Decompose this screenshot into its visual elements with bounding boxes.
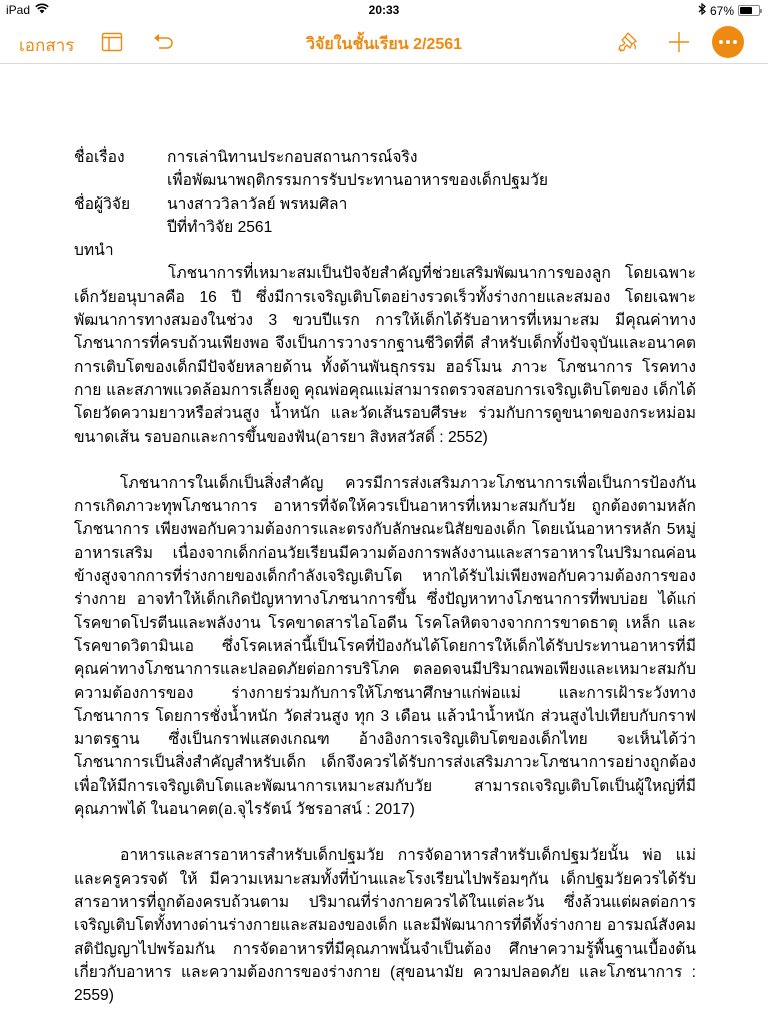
paragraph-2 <box>74 472 696 821</box>
title-value <box>167 146 696 193</box>
paragraph-1 <box>74 262 696 448</box>
more-icon-dot <box>719 40 723 44</box>
bluetooth-icon <box>698 3 706 18</box>
status-right <box>698 3 760 18</box>
status-bar <box>0 0 768 20</box>
paragraph-text: โภชนาการที่เหมาะสมเป็นปัจจัยสำคัญที่ช่วยเสริมพัฒนาการของลูก โดยเฉพาะเด็กวัยอนุบาลคือ 16 ปี ซึ่งมีการเจริญเติบโตอย่างรวดเร็วทั้งร่างกายและสมอง โดยเฉพาะพัฒนาการทางสมองในช่วง 3 ขวบปีแรก การให้เด็กได้รับอาหารที่เหมาะสม มีคุณค่าทางโภชนาการที่ครบถ้วนเพียงพอ จึงเป็นการวางรากฐานชีวิตที่ดี สำหรับเด็กทั้งปัจจุบันและอนาคต การเติบโตของเด็กมีปัจจัยหลายด้าน ทั้งด้านพันธุกรรม ฮอร์โมน ภาวะ โภชนาการ โรคทางกาย และสภาพแวดล้อมการเลี้ยงดู คุณพ่อคุณแม่สามารถตรวจสอบการเจริญเติบโตของ เด็กได้โดยวัดความยาวหรือส่วนสูง น้ำหนัก และวัดเส้นรอบศีรษะ ร่วมกับการดูขนาดของกระหม่อม ขนาดเส้น รอบอกและการขึ้นของฟัน(อารยา สิงหสวัสดิ์ : 2552) <box>74 265 696 446</box>
title-line-1: การเล่านิทานประกอบสถานการณ์จริง <box>167 149 418 166</box>
device-name: iPad <box>6 3 31 17</box>
paintbrush-icon[interactable] <box>616 30 640 54</box>
more-icon-dot <box>733 40 737 44</box>
researcher-value <box>167 193 696 240</box>
paragraph-spacer <box>74 449 696 472</box>
research-year: ปีที่ทำวิจัย 2561 <box>167 218 273 236</box>
documents-button[interactable]: เอกสาร <box>19 36 75 55</box>
plus-icon[interactable] <box>667 30 691 54</box>
researcher-name: นางสาววิลาวัลย์ พรหมศิลา <box>167 195 348 213</box>
battery-fill <box>740 7 752 14</box>
paragraph-spacer <box>74 821 696 844</box>
title-label: ชื่อเรื่อง <box>74 149 125 166</box>
battery-icon <box>738 5 760 16</box>
title-row <box>74 146 696 193</box>
document-page[interactable] <box>74 146 696 1007</box>
paragraph-3 <box>74 844 696 1007</box>
undo-icon[interactable] <box>151 30 175 54</box>
battery-percent: 67% <box>709 3 734 18</box>
more-button[interactable] <box>712 26 744 58</box>
title-line-2: เพื่อพัฒนาพฤติกรรมการรับประทานอาหารของเด็กปฐมวัย <box>167 172 549 190</box>
sidebar-icon[interactable] <box>100 30 124 54</box>
paragraph-text: โภชนาการในเด็กเป็นสิ่งสำคัญ ควรมีการส่งเสริมภาวะโภชนาการเพื่อเป็นการป้องกันการเกิดภาวะทุพโภชนาการ อาหารที่จัดให้ควรเป็นอาหารที่เหมาะสมกับวัย ถูกต้องตามหลักโภชนาการ เพียงพอกับความต้องการและตรงกับลักษณะนิสัยของเด็ก โดยเน้นอาหารหลัก 5หมู่ อาหารเสริม เนื่องจากเด็กก่อนวัยเรียนมีความต้องการพลังงานและสารอาหารในปริมาณค่อนข้างสูงจากการที่ร่างกายของเด็กกำลังเจริญเติบโต หากได้รับไม่เพียงพอกับความต้องการของร่างกาย อาจทำให้เด็กเกิดปัญหาทางโภชนาการขึ้น ซึ่งปัญหาทางโภชนาการที่พบบ่อย ได้แก่ โรคขาดโปรตีนและพลังงาน โรคขาดสารไอโอดีน โรคโลหิตจางจากการขาดธาตุ เหล็ก และโรคขาดวิตามินเอ ซึ่งโรคเหล่านี้เป็นโรคที่ป้องกันได้โดยการให้เด็กได้รับประทานอาหารที่มีคุณค่าทางโภชนาการและปลอดภัยต่อการบริโภค ตลอดจนมีปริมาณพอเพียงและเหมาะสมกับความต้องการของ ร่างกายร่วมกับการให้โภชนาศึกษาแก่พ่อแม่ และการเฝ้าระวังทางโภชนาการ โดยการชั่งน้ำหนัก วัดส่วนสูง ทุก 3 เดือน แล้วนำน้ำหนัก ส่วนสูงไปเทียบกับกราฟมาตรฐาน ซึ่งเป็นกราฟแสดงเกณฑ อ้างอิงการเจริญเติบโตของเด็กไทย จะเห็นได้ว่าโภชนาการเป็นสิ่งสำคัญสำหรับเด็ก เด็กจึงควรได้รับการส่งเสริมภาวะโภชนาการอย่างถูกต้อง เพื่อให้มีการเจริญเติบโตและพัฒนาการเหมาะสมกับวัย สามารถเจริญเติบโตเป็นผู้ใหญ่ที่มีคุณภาพได้ ในอนาคต(อ.จุไรรัตน์ วัชรอาสน์ : 2017) <box>74 474 696 819</box>
document-title: วิจัยในชั้นเรียน 2/2561 <box>305 36 463 53</box>
battery-tip <box>760 9 762 13</box>
document-canvas[interactable] <box>0 65 768 1024</box>
paragraph-text: อาหารและสารอาหารสำหรับเด็กปฐมวัย การจัดอาหารสำหรับเด็กปฐมวัยนั้น พ่อ แม่และครูควรจดั ให้ มีความเหมาะสมทั้งที่บ้านและโรงเรียนไปพร้อมๆกัน เด็กปฐมวัยควรได้รับสารอาหารที่ถูกต้องครบถ้วนตาม ปริมาณที่ร่างกายควรได้ในแต่ละวัน ซึ่งล้วนแต่ผลต่อการเจริญเติบโตทั้งทางด่านร่างกายและสมองของเด็ก และมีพัฒนาการที่ดีทั้งร่างกาย อารมณ์สังคมสติปัญญาไปพร้อมกัน การจัดอาหารที่มีคุณภาพนั้นจำเป็นต้อง ศึกษาความรู้พื้นฐานเบื้องต้นเกี่ยวกับอาหาร และความต้องการของร่างกาย (สุขอนามัย ความปลอดภัย และโภชนาการ : 2559) <box>74 847 696 1005</box>
toolbar <box>0 20 768 64</box>
researcher-row <box>74 193 696 240</box>
researcher-label: ชื่อผู้วิจัย <box>74 195 131 213</box>
status-time: 20:33 <box>368 3 400 17</box>
intro-heading: บทนำ <box>74 242 114 260</box>
more-icon-dot <box>726 40 730 44</box>
